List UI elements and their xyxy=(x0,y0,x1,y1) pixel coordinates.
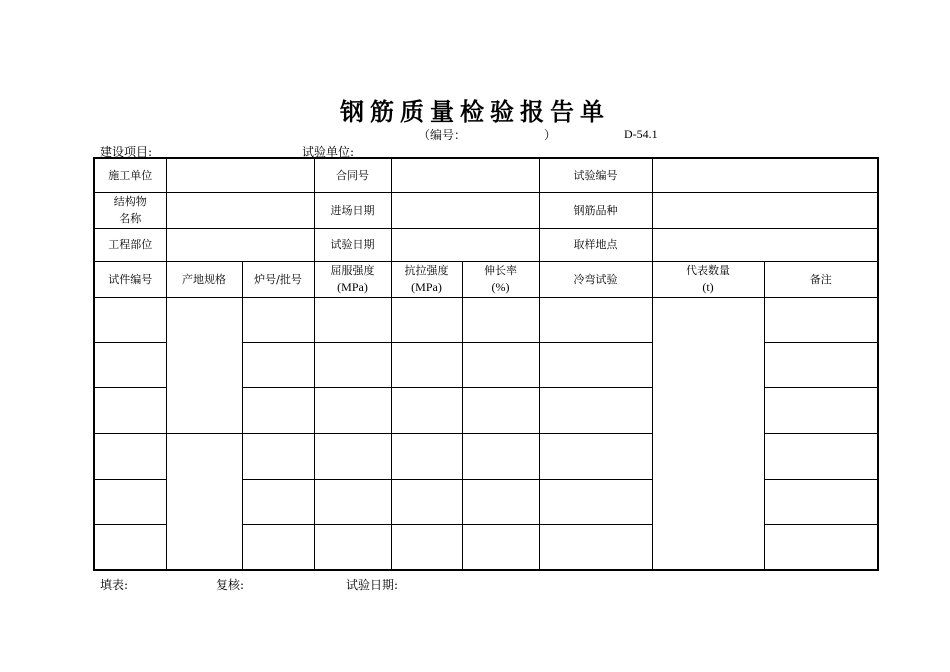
tensile-strength-cell[interactable] xyxy=(391,387,462,433)
sampling-place-value[interactable] xyxy=(652,228,878,261)
heat-batch-cell[interactable] xyxy=(242,433,314,479)
specimen-no-cell[interactable] xyxy=(94,433,166,479)
footer-test-date-label: 试验日期: xyxy=(346,578,399,592)
heat-batch-cell[interactable] xyxy=(242,342,314,387)
tensile-strength-cell[interactable] xyxy=(391,342,462,387)
cold-bend-cell[interactable] xyxy=(539,524,652,570)
remarks-cell[interactable] xyxy=(764,433,878,479)
info-row-1 xyxy=(94,158,878,192)
heat-batch-cell[interactable] xyxy=(242,297,314,342)
quantity-label: 代表数量 xyxy=(686,264,730,277)
report-table xyxy=(93,157,879,571)
yield-strength-header xyxy=(314,261,391,297)
structure-label-line2: 名称 xyxy=(119,212,142,225)
elongation-label: 伸长率 xyxy=(484,264,517,277)
remarks-cell[interactable] xyxy=(764,297,878,342)
tensile-strength-label: 抗拉强度 xyxy=(404,264,449,277)
quantity-cell[interactable] xyxy=(652,297,764,570)
test-date-value[interactable] xyxy=(391,228,539,261)
yield-strength-cell[interactable] xyxy=(314,433,391,479)
yield-strength-unit: (MPa) xyxy=(337,280,368,294)
form-code: D-54.1 xyxy=(624,127,658,141)
header-row xyxy=(94,261,878,297)
info-row-2 xyxy=(94,192,878,228)
contract-no-label: 合同号 xyxy=(314,158,391,192)
cold-bend-cell[interactable] xyxy=(539,297,652,342)
elongation-unit: (%) xyxy=(491,280,510,294)
origin-spec-header: 产地规格 xyxy=(166,261,242,297)
yield-strength-cell[interactable] xyxy=(314,524,391,570)
rebar-type-value[interactable] xyxy=(652,192,878,228)
specimen-no-header: 试件编号 xyxy=(94,261,166,297)
test-unit-label: 试验单位: xyxy=(302,145,355,159)
test-no-value[interactable] xyxy=(652,158,878,192)
specimen-no-cell[interactable] xyxy=(94,387,166,433)
reviewed-by-label: 复核: xyxy=(216,578,245,592)
elongation-cell[interactable] xyxy=(462,433,539,479)
info-row-3 xyxy=(94,228,878,261)
heat-batch-cell[interactable] xyxy=(242,387,314,433)
report-title: 钢筋质量检验报告单 xyxy=(340,98,610,126)
entry-date-value[interactable] xyxy=(391,192,539,228)
cold-bend-cell[interactable] xyxy=(539,433,652,479)
structure-label-line1: 结构物 xyxy=(113,195,147,208)
cold-bend-cell[interactable] xyxy=(539,479,652,524)
quantity-unit: (t) xyxy=(702,280,714,294)
data-row xyxy=(94,297,878,342)
elongation-cell[interactable] xyxy=(462,342,539,387)
heat-batch-cell[interactable] xyxy=(242,524,314,570)
origin-spec-cell[interactable] xyxy=(166,433,242,570)
tensile-strength-cell[interactable] xyxy=(391,297,462,342)
elongation-cell[interactable] xyxy=(462,297,539,342)
project-part-value[interactable] xyxy=(166,228,314,261)
elongation-cell[interactable] xyxy=(462,479,539,524)
elongation-cell[interactable] xyxy=(462,387,539,433)
remarks-header: 备注 xyxy=(764,261,878,297)
heat-batch-header: 炉号/批号 xyxy=(242,261,314,297)
sampling-place-label: 取样地点 xyxy=(539,228,652,261)
origin-spec-cell[interactable] xyxy=(166,297,242,433)
tensile-strength-cell[interactable] xyxy=(391,479,462,524)
contract-no-value[interactable] xyxy=(391,158,539,192)
yield-strength-label: 屈服强度 xyxy=(330,264,375,277)
tensile-strength-cell[interactable] xyxy=(391,524,462,570)
specimen-no-cell[interactable] xyxy=(94,524,166,570)
remarks-cell[interactable] xyxy=(764,479,878,524)
elongation-cell[interactable] xyxy=(462,524,539,570)
remarks-cell[interactable] xyxy=(764,524,878,570)
tensile-strength-header xyxy=(391,261,462,297)
cold-bend-cell[interactable] xyxy=(539,387,652,433)
quantity-header xyxy=(652,261,764,297)
tensile-strength-cell[interactable] xyxy=(391,433,462,479)
cold-bend-header: 冷弯试验 xyxy=(539,261,652,297)
construction-project-label: 建设项目: xyxy=(100,145,153,159)
yield-strength-cell[interactable] xyxy=(314,297,391,342)
number-label: （编号： xyxy=(418,128,467,142)
entry-date-label: 进场日期 xyxy=(314,192,391,228)
specimen-no-cell[interactable] xyxy=(94,479,166,524)
filled-by-label: 填表: xyxy=(100,578,129,592)
test-no-label: 试验编号 xyxy=(539,158,652,192)
test-date-label: 试验日期 xyxy=(314,228,391,261)
elongation-header xyxy=(462,261,539,297)
structure-name-value[interactable] xyxy=(166,192,314,228)
contractor-label: 施工单位 xyxy=(94,158,166,192)
project-part-label: 工程部位 xyxy=(94,228,166,261)
yield-strength-cell[interactable] xyxy=(314,479,391,524)
rebar-type-label: 钢筋品种 xyxy=(539,192,652,228)
contractor-value[interactable] xyxy=(166,158,314,192)
structure-name-label xyxy=(94,192,166,228)
tensile-strength-unit: (MPa) xyxy=(411,280,442,294)
specimen-no-cell[interactable] xyxy=(94,342,166,387)
cold-bend-cell[interactable] xyxy=(539,342,652,387)
heat-batch-cell[interactable] xyxy=(242,479,314,524)
yield-strength-cell[interactable] xyxy=(314,342,391,387)
specimen-no-cell[interactable] xyxy=(94,297,166,342)
remarks-cell[interactable] xyxy=(764,387,878,433)
number-close: ） xyxy=(544,128,557,142)
remarks-cell[interactable] xyxy=(764,342,878,387)
yield-strength-cell[interactable] xyxy=(314,387,391,433)
